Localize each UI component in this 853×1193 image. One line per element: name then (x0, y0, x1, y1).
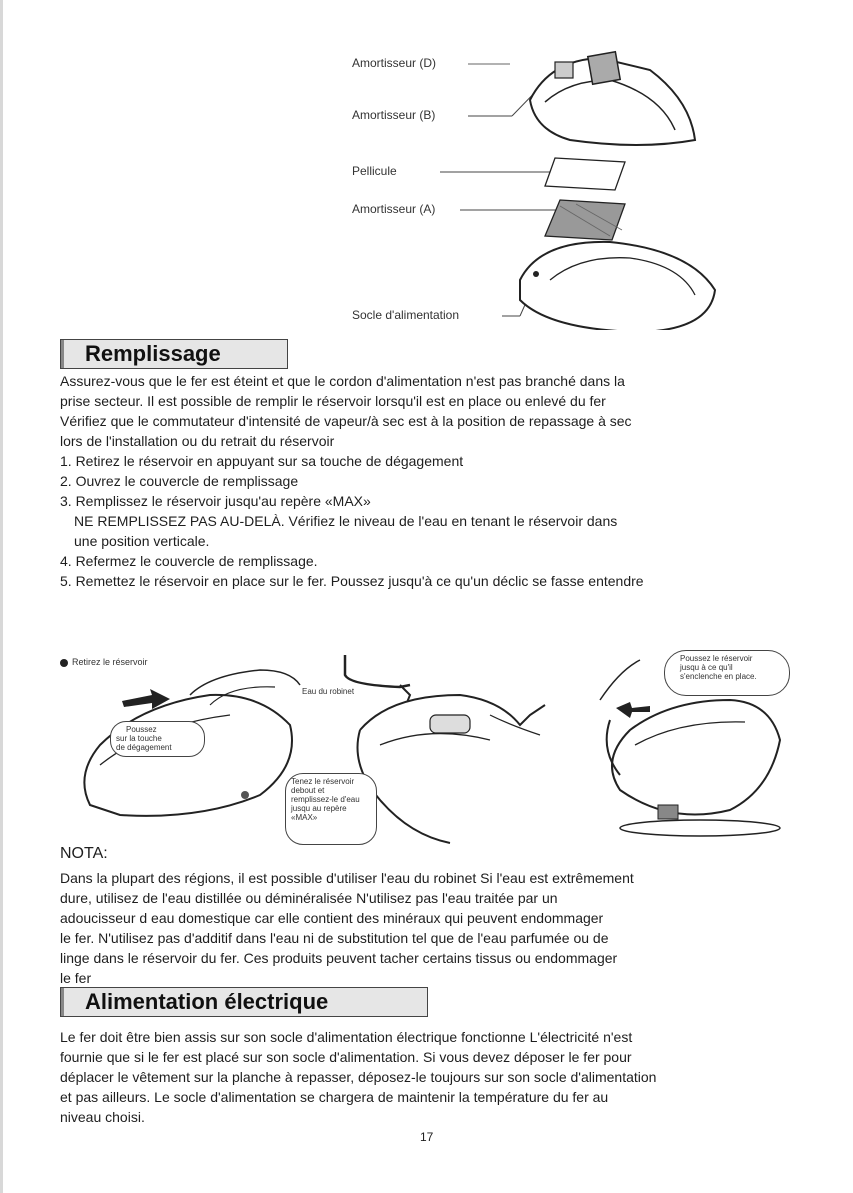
step-warning: NE REMPLISSEZ PAS AU-DELÀ. Vérifiez le niveau de l'eau en tenant le réservoir dans (74, 513, 618, 529)
remplissage-intro (60, 371, 850, 451)
nota-line: adoucisseur d eau domestique car elle contient des minéraux qui peuvent endommager (60, 910, 604, 926)
step-item: 5. Remettez le réservoir en place sur le fer. Poussez jusqu'à ce qu'un déclic se fasse entendre (60, 573, 644, 589)
label-amortisseur-b: Amortisseur (B) (352, 108, 436, 122)
section-heading-alimentation: Alimentation électrique (60, 987, 428, 1017)
intro-line: lors de l'installation ou du retrait du réservoir (60, 433, 335, 449)
step-warning-cont: une position verticale. (74, 533, 210, 549)
alimentation-line: et pas ailleurs. Le socle d'alimentation se chargera de maintenir la température du fer au (60, 1089, 609, 1105)
alimentation-line: fournie que si le fer est placé sur son socle d'alimentation. Si vous devez déposer le fer pour (60, 1049, 632, 1065)
intro-line: Assurez-vous que le fer est éteint et que le cordon d'alimentation n'est pas branché dans la (60, 373, 625, 389)
nota-line: le fer. N'utilisez pas d'additif dans l'eau ni de substitution tel que de l'eau parfumée ou de (60, 930, 609, 946)
caption-eau-robinet: Eau du robinet (302, 687, 355, 696)
alimentation-line: déplacer le vêtement sur la planche à repasser, déposez-le toujours sur son socle d'alimentation (60, 1069, 657, 1085)
intro-line: prise secteur. Il est possible de remplir le réservoir lorsqu'il est en place ou enlevé du fer (60, 393, 606, 409)
nota-line: dure, utilisez de l'eau distillée ou déminéralisée N'utilisez pas l'eau traitée par un (60, 890, 558, 906)
illustration-remove-tank (60, 655, 310, 820)
iron-exploded-drawing (340, 40, 820, 330)
label-socle: Socle d'alimentation (352, 308, 460, 322)
nota-line: le fer (60, 970, 92, 986)
alimentation-line: niveau choisi. (60, 1109, 145, 1125)
alimentation-line: Le fer doit être bien assis sur son socle d'alimentation électrique fonctionne L'électricité n'est (60, 1029, 633, 1045)
step-item: 4. Refermez le couvercle de remplissage. (60, 553, 318, 569)
illustration-fill-water (290, 655, 550, 845)
label-amortisseur-a: Amortisseur (A) (352, 202, 436, 216)
illustration-replace-tank (580, 650, 800, 840)
page-edge (0, 0, 3, 1193)
step-item: 3. Remplissez le réservoir jusqu'au repère «MAX» (60, 493, 371, 509)
alimentation-text (60, 1027, 850, 1127)
exploded-diagram (340, 40, 820, 330)
caption-retirez: Retirez le réservoir (60, 658, 148, 667)
nota-line: Dans la plupart des régions, il est possible d'utiliser l'eau du robinet Si l'eau est extrêmement (60, 870, 634, 886)
callout-tenez-reservoir: Tenez le réservoir debout et remplissez-le d'eau jusqu au repère «MAX» (285, 773, 377, 845)
label-amortisseur-d: Amortisseur (D) (352, 56, 437, 70)
section-heading-remplissage: Remplissage (60, 339, 288, 369)
step-item: 1. Retirez le réservoir en appuyant sur sa touche de dégagement (60, 453, 464, 469)
step-item: 2. Ouvrez le couvercle de remplissage (60, 473, 299, 489)
intro-line: Vérifiez que le commutateur d'intensité de vapeur/à sec est à la position de repassage à sec (60, 413, 632, 429)
nota-text (60, 868, 850, 988)
remplissage-steps (60, 451, 850, 591)
page-number: 17 (420, 1130, 434, 1144)
callout-poussez-reservoir: Poussez le réservoir jusqu à ce qu'il s'enclenche en place. (664, 650, 790, 696)
nota-heading: NOTA: (60, 845, 108, 862)
callout-poussez-touche: Poussez sur la touche de dégagement (110, 721, 205, 757)
nota-line: linge dans le réservoir du fer. Ces produits peuvent tacher certains tissus ou endommager (60, 950, 618, 966)
label-pellicule: Pellicule (352, 164, 397, 178)
